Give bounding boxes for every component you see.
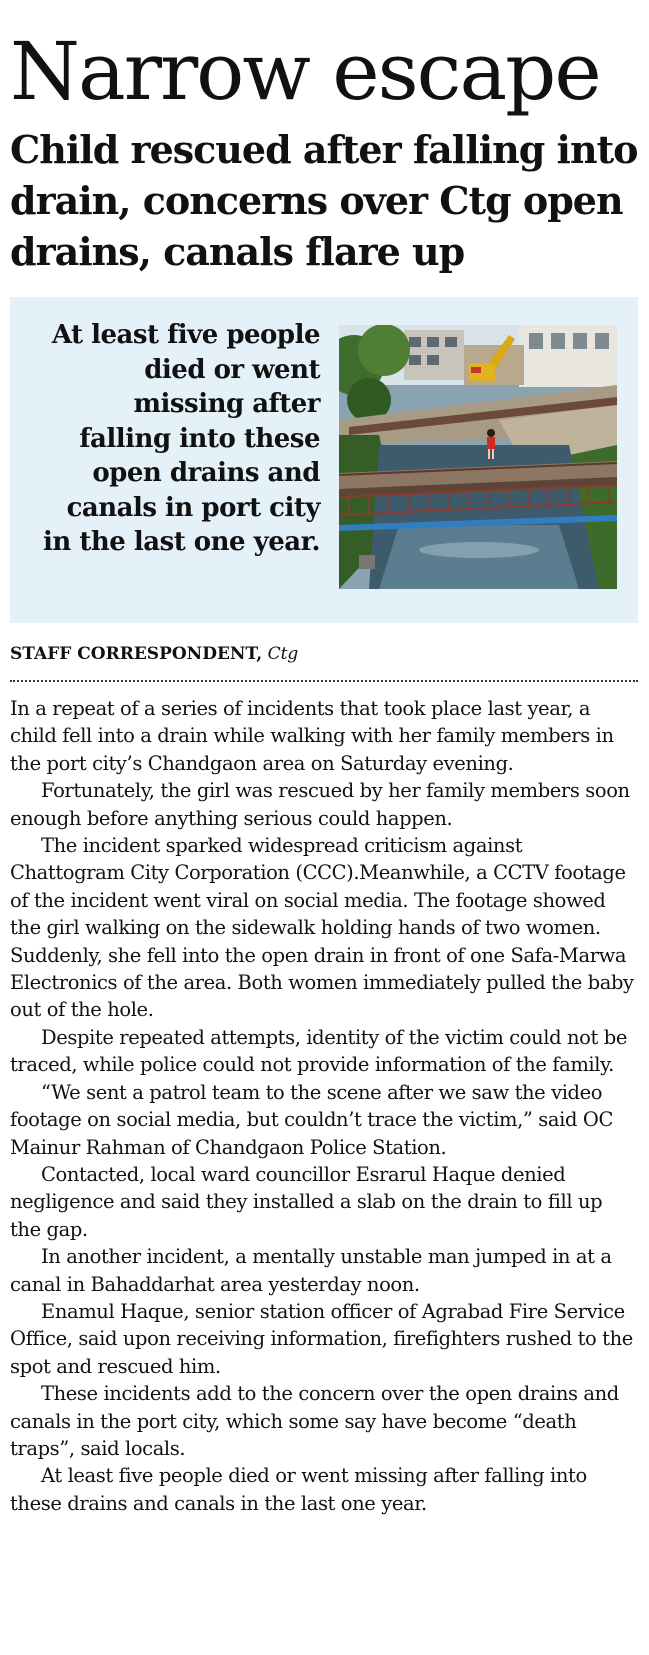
drain-photo — [339, 325, 617, 589]
article-paragraph: In another incident, a mentally unstable man jumped in at a canal in Bahaddarhat area yesterday noon. — [10, 1245, 612, 1296]
article-paragraph: These incidents add to the concern over the open drains and canals in the port city, which some say have become “death traps”, said locals. — [10, 1382, 619, 1460]
article-paragraph: Contacted, local ward councillor Esrarul Haque denied negligence and said they installed a slab on the drain to fill up the gap. — [10, 1162, 603, 1241]
article-paragraph: In a repeat of a series of incidents that took place last year, a child fell into a drain while walking with her family members in the port city’s Chandgaon area on Saturday evening. — [10, 697, 614, 775]
article-paragraph: Enamul Haque, senior station officer of Agrabad Fire Service Office, said upon receiving information, firefighters rushed to the spot and rescued him. — [10, 1299, 633, 1378]
article-body — [10, 695, 638, 1517]
pull-quote-box — [10, 297, 638, 623]
pull-quote: At least five people died or went missing after falling into these open drains and canals in port city in the last one year. — [43, 320, 320, 557]
article-paragraph: Fortunately, the girl was rescued by her family members soon enough before anything serious could happen. — [10, 779, 630, 830]
subheadline: Child rescued after falling into drain, concerns over Ctg open drains, canals flare up — [10, 127, 638, 274]
article-paragraph: Despite repeated attempts, identity of the victim could not be traced, while police could not provide information of the family. — [10, 1025, 627, 1077]
dotted-divider — [10, 680, 638, 682]
article-paragraph: “We sent a patrol team to the scene after we saw the video footage on social media, but couldn’t trace the victim,” said OC Mainur Rahman of Chandgaon Police Station. — [10, 1080, 613, 1159]
byline — [10, 643, 298, 665]
byline-author: STAFF CORRESPONDENT, — [10, 644, 263, 664]
article-paragraph: The incident sparked widespread criticism against Chattogram City Corporation (CCC).Meanwhile, a CCTV footage of the incident went viral on social media. The footage showed the girl walking on the sidewalk holding hands of two women. Suddenly, she fell into the open drain in front of one Safa-Marwa Electronics of the area. Both women immediately pulled the baby out of the hole. — [10, 834, 634, 1022]
article-paragraph: At least five people died or went missing after falling into these drains and canals in the last one year. — [10, 1464, 587, 1515]
byline-location: Ctg — [267, 644, 299, 664]
headline: Narrow escape — [10, 25, 600, 118]
